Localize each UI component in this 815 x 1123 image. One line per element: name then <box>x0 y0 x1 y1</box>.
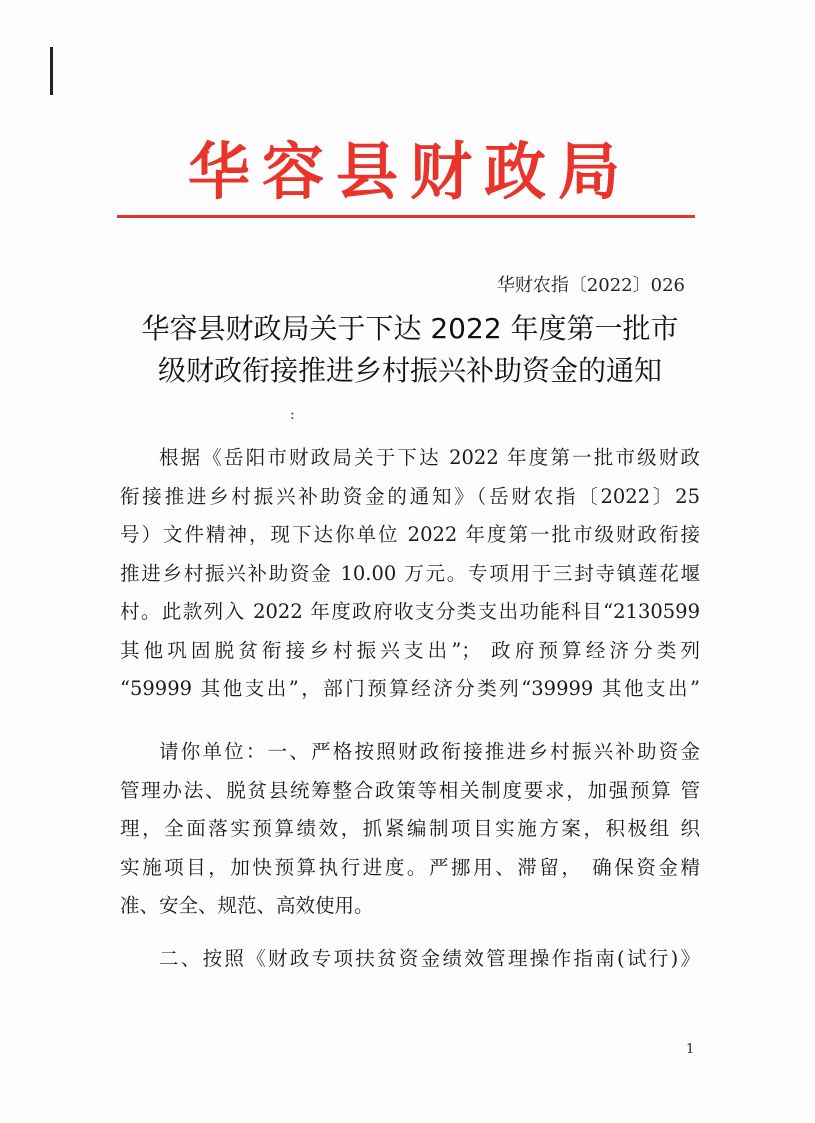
paragraph-3 <box>120 940 700 979</box>
paragraph-line: 其他巩固脱贫衔接乡村振兴支出”； 政府预算经济分类列 <box>120 638 700 662</box>
red-divider-rule <box>117 215 695 218</box>
paragraph-line: 请你单位：一、严格按照财政衔接推进乡村振兴补助资金 <box>159 740 700 763</box>
page-number: 1 <box>686 1042 695 1057</box>
title-line-2: 级财政衔接推进乡村振兴补助资金的通知 <box>157 354 662 387</box>
paragraph-line: 推进乡村振兴补助资金 10.00 万元。专项用于三封寺镇莲花堰 <box>120 561 700 585</box>
paragraph-line: 村。此款列入 2022 年度政府收支分类支出功能科目“2130599 <box>120 600 700 623</box>
paragraph-line: 理，全面落实预算绩效，抓紧编制项目实施方案，积极组 织 <box>120 817 700 840</box>
paragraph-2 <box>120 733 700 926</box>
paragraph-line: 实施项目，加快预算执行进度。严挪用、滞留， 确保资金精 <box>120 855 700 879</box>
paragraph-line: 号）文件精神，现下达你单位 2022 年度第一批市级财政衔接 <box>120 523 700 546</box>
paragraph-line: 管理办法、脱贫县统筹整合政策等相关制度要求，加强预算 管 <box>120 778 700 802</box>
colon-mark: : <box>290 407 295 423</box>
paragraph-line: 二、按照《财政专项扶贫资金绩效管理操作指南(试行)》 <box>159 947 700 970</box>
document-number: 华财农指〔2022〕026 <box>496 275 685 296</box>
issuer-masthead: 华容县财政局 <box>187 135 632 208</box>
paragraph-line: 衔接推进乡村振兴补助资金的通知》（岳财农指〔2022〕25 <box>120 484 700 508</box>
title-line-1: 华容县财政局关于下达 2022 年度第一批市 <box>141 312 679 345</box>
paragraph-line: 根据《岳阳市财政局关于下达 2022 年度第一批市级财政 <box>159 446 700 469</box>
paragraph-1 <box>120 439 700 709</box>
paragraph-line: 准、安全、规范、高效使用。 <box>120 894 374 917</box>
paragraph-line: “59999 其他支出”，部门预算经济分类列“39999 其他支出” <box>120 677 700 700</box>
margin-mark <box>50 47 53 95</box>
document-title <box>110 308 710 392</box>
